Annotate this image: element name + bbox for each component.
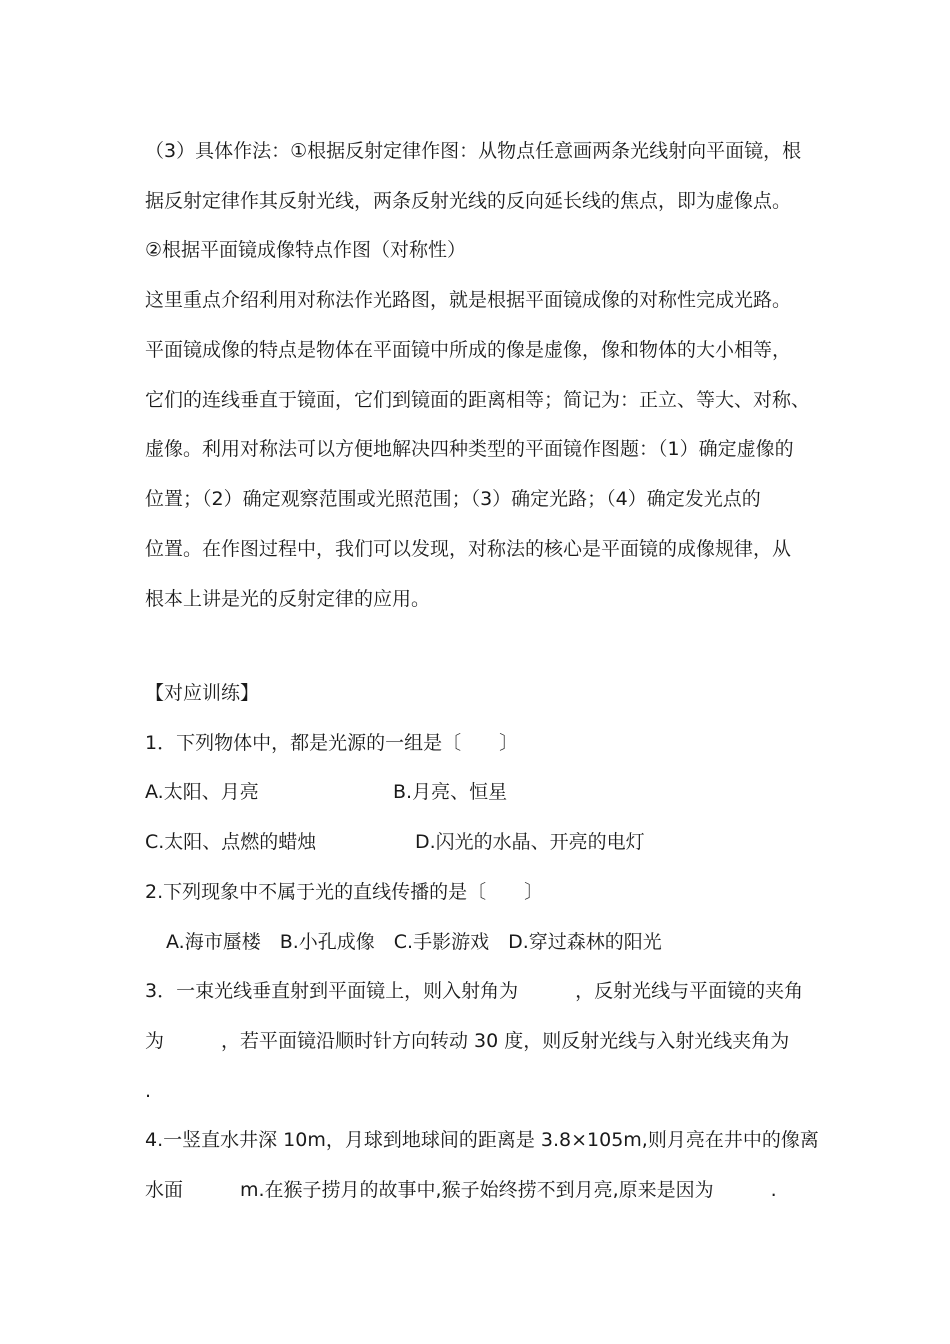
question-2-stem: 2.下列现象中不属于光的直线传播的是〔 〕 (145, 881, 544, 903)
question-1-option-b: B.月亮、恒星 (393, 781, 508, 803)
paragraph-line-9: 位置。在作图过程中，我们可以发现，对称法的核心是平面镜的成像规律，从 (145, 538, 792, 560)
paragraph-line-4: 这里重点介绍利用对称法作光路图，就是根据平面镜成像的对称性完成光路。 (145, 289, 792, 311)
paragraph-line-5: 平面镜成像的特点是物体在平面镜中所成的像是虚像，像和物体的大小相等， (145, 339, 792, 361)
question-1-stem: 1．下列物体中，都是光源的一组是〔 〕 (145, 732, 519, 754)
paragraph-line-3: ②根据平面镜成像特点作图（对称性） (145, 239, 467, 261)
paragraph-line-8: 位置；（2）确定观察范围或光照范围；（3）确定光路；（4）确定发光点的 (145, 488, 761, 510)
paragraph-line-7: 虚像。利用对称法可以方便地解决四种类型的平面镜作图题：（1）确定虚像的 (145, 438, 794, 460)
paragraph-line-1: （3）具体作法：①根据反射定律作图：从物点任意画两条光线射向平面镜，根 (145, 140, 802, 162)
question-4-line-1: 4.一竖直水井深 10m，月球到地球间的距离是 3.8×105m,则月亮在井中的像离 (145, 1129, 819, 1151)
question-1-option-a: A.太阳、月亮 (145, 781, 259, 803)
question-3-line-1: 3．一束光线垂直射到平面镜上，则入射角为 ，反射光线与平面镜的夹角 (145, 980, 804, 1002)
paragraph-line-10: 根本上讲是光的反射定律的应用。 (145, 588, 431, 610)
question-3-line-3: . (145, 1080, 152, 1102)
training-heading: 【对应训练】 (145, 682, 260, 704)
paragraph-line-2: 据反射定律作其反射光线，两条反射光线的反向延长线的焦点，即为虚像点。 (145, 190, 792, 212)
question-3-line-2: 为 ，若平面镜沿顺时针方向转动 30 度，则反射光线与入射光线夹角为 (145, 1030, 790, 1052)
paragraph-line-6: 它们的连线垂直于镜面，它们到镜面的距离相等；简记为：正立、等大、对称、 (145, 389, 811, 411)
question-2-options: A.海市蜃楼 B.小孔成像 C.手影游戏 D.穿过森林的阳光 (166, 931, 662, 953)
question-1-option-c: C.太阳、点燃的蜡烛 (145, 831, 317, 853)
question-4-line-2: 水面 m.在猴子捞月的故事中,猴子始终捞不到月亮,原来是因为 . (145, 1179, 777, 1201)
question-1-option-d: D.闪光的水晶、开亮的电灯 (415, 831, 645, 853)
